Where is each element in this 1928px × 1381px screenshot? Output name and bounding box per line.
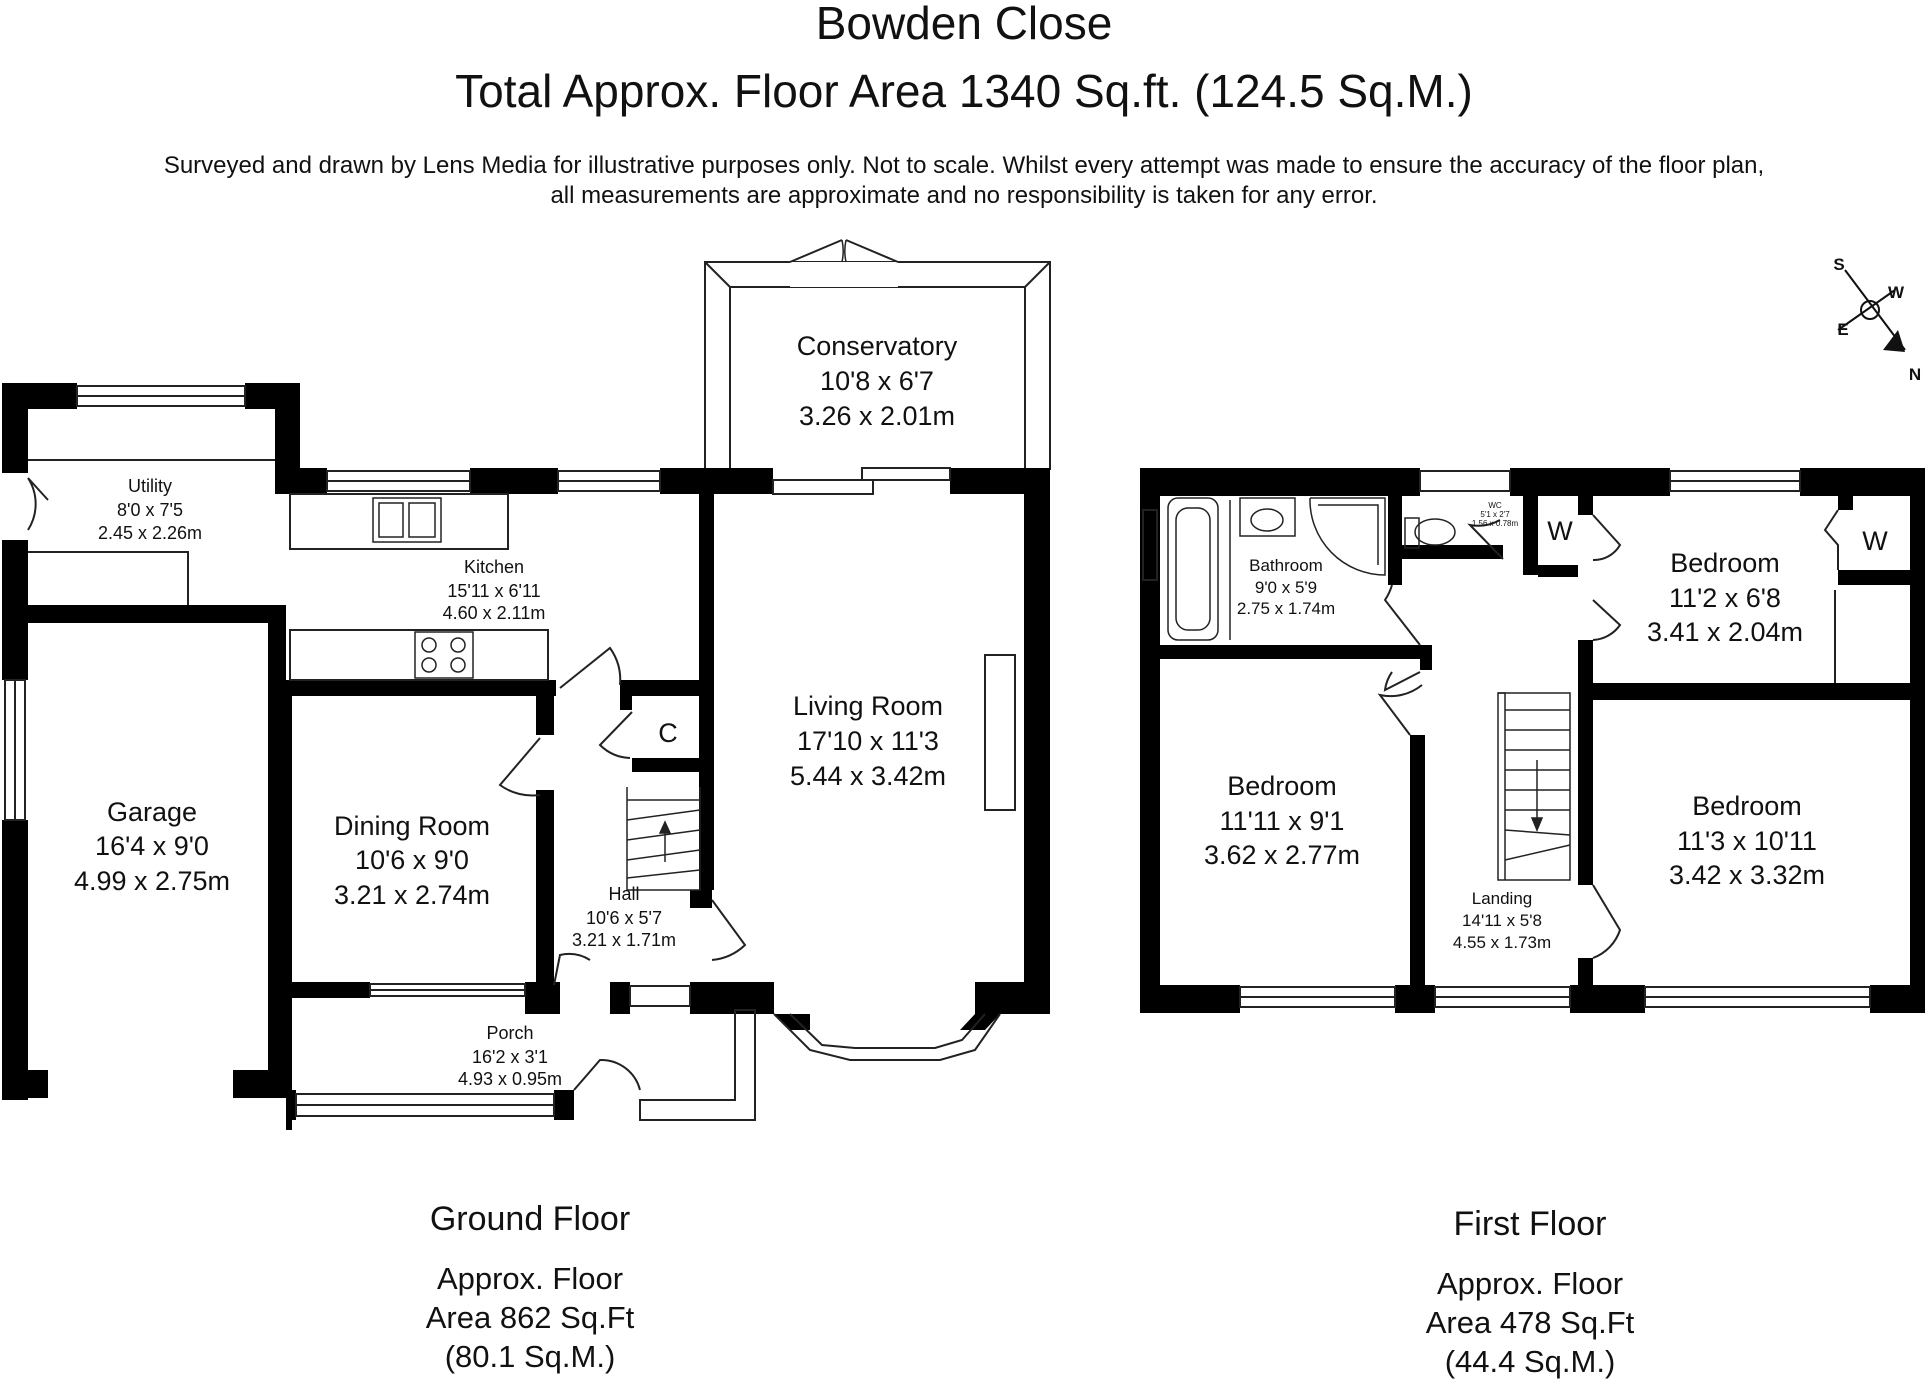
porch-metric: 4.93 x 0.95m xyxy=(457,1069,563,1089)
ground-floor-area-line-3: (80.1 Sq.M.) xyxy=(444,1339,616,1374)
ground-floor-area-line-1: Approx. Floor xyxy=(436,1261,624,1296)
kitchen-metric: 4.60 x 2.11m xyxy=(442,603,546,623)
bedroom-b-name: Bedroom xyxy=(1227,771,1337,801)
dining-room-name: Dining Room xyxy=(333,811,491,841)
total-floor-area: Total Approx. Floor Area 1340 Sq.ft. (124.5 Sq.M.) xyxy=(455,65,1473,117)
compass-n: N xyxy=(1908,365,1922,384)
living-room-name: Living Room xyxy=(792,691,944,721)
disclaimer-line-2: all measurements are approximate and no responsibility is taken for any error. xyxy=(550,182,1378,209)
first-floor-area-line-1: Approx. Floor xyxy=(1436,1266,1624,1301)
porch-name: Porch xyxy=(486,1023,534,1043)
landing-metric: 4.55 x 1.73m xyxy=(1452,933,1552,952)
bathroom-metric: 2.75 x 1.74m xyxy=(1236,599,1336,618)
hall-metric: 3.21 x 1.71m xyxy=(571,930,677,950)
bedroom-b-metric: 3.62 x 2.77m xyxy=(1203,840,1361,870)
wardrobe-1-label: W xyxy=(1547,516,1573,546)
bedroom-b-imperial: 11'11 x 9'1 xyxy=(1219,806,1345,836)
first-floor-summary xyxy=(1380,1205,1680,1381)
first-floor-stairs xyxy=(1498,693,1570,880)
compass-w: W xyxy=(1887,283,1905,302)
disclaimer-line-1: Surveyed and drawn by Lens Media for illustrative purposes only. Not to scale. Whilst every attempt was made to ensure the accuracy of the floor plan, xyxy=(163,152,1765,179)
conservatory-metric: 3.26 x 2.01m xyxy=(798,401,956,431)
first-floor-label: First Floor xyxy=(1453,1205,1607,1243)
garage-metric: 4.99 x 2.75m xyxy=(73,866,231,896)
porch-imperial: 16'2 x 3'1 xyxy=(472,1047,548,1067)
ground-floor-area-line-2: Area 862 Sq.Ft xyxy=(425,1300,635,1335)
bedroom-c-imperial: 11'3 x 10'11 xyxy=(1677,826,1817,856)
ground-stairs xyxy=(627,787,700,890)
first-floor-walls xyxy=(1140,468,1925,1013)
utility-imperial: 8'0 x 7'5 xyxy=(117,500,183,520)
compass-icon xyxy=(1833,255,1921,384)
hall-imperial: 10'6 x 5'7 xyxy=(586,908,662,928)
conservatory-name: Conservatory xyxy=(796,331,958,361)
bedroom-c-name: Bedroom xyxy=(1692,791,1802,821)
hall-name: Hall xyxy=(608,884,640,904)
compass-s: S xyxy=(1833,255,1845,274)
bathroom-name: Bathroom xyxy=(1249,556,1323,575)
ground-floor-label: Ground Floor xyxy=(429,1200,631,1238)
wc-name: WC xyxy=(1488,501,1502,510)
cupboard-label: C xyxy=(658,718,678,748)
ground-floor-doors xyxy=(28,478,745,1090)
wc-metric: 1.56 x 0.78m xyxy=(1471,519,1519,528)
wc-imperial: 5'1 x 2'7 xyxy=(1480,510,1510,519)
dining-room-imperial: 10'6 x 9'0 xyxy=(355,845,469,875)
dining-room-metric: 3.21 x 2.74m xyxy=(333,880,491,910)
utility-name: Utility xyxy=(128,476,172,496)
garage-name: Garage xyxy=(106,797,198,827)
kitchen-name: Kitchen xyxy=(463,557,525,577)
bathroom-imperial: 9'0 x 5'9 xyxy=(1254,578,1318,597)
first-floor-area-line-2: Area 478 Sq.Ft xyxy=(1425,1305,1635,1340)
utility-metric: 2.45 x 2.26m xyxy=(97,523,203,543)
ground-floor-summary xyxy=(380,1200,680,1376)
wardrobe-2-label: W xyxy=(1862,526,1888,556)
living-room-metric: 5.44 x 3.42m xyxy=(789,761,947,791)
first-floor-area-line-3: (44.4 Sq.M.) xyxy=(1444,1344,1616,1379)
bedroom-a-imperial: 11'2 x 6'8 xyxy=(1669,583,1781,613)
ground-floor-plan xyxy=(2,240,1050,1130)
landing-imperial: 14'11 x 5'8 xyxy=(1462,911,1542,930)
bedroom-a-metric: 3.41 x 2.04m xyxy=(1646,617,1804,647)
landing-name: Landing xyxy=(1471,889,1533,908)
living-room-imperial: 17'10 x 11'3 xyxy=(797,726,939,756)
conservatory-imperial: 10'8 x 6'7 xyxy=(820,366,934,396)
compass-e: E xyxy=(1837,320,1849,339)
bedroom-a-name: Bedroom xyxy=(1670,548,1780,578)
plan-title: Bowden Close xyxy=(815,0,1113,49)
garage-imperial: 16'4 x 9'0 xyxy=(95,831,209,861)
kitchen-imperial: 15'11 x 6'11 xyxy=(447,581,541,601)
bedroom-c-metric: 3.42 x 3.32m xyxy=(1668,860,1826,890)
first-floor-plan xyxy=(1140,468,1925,1013)
